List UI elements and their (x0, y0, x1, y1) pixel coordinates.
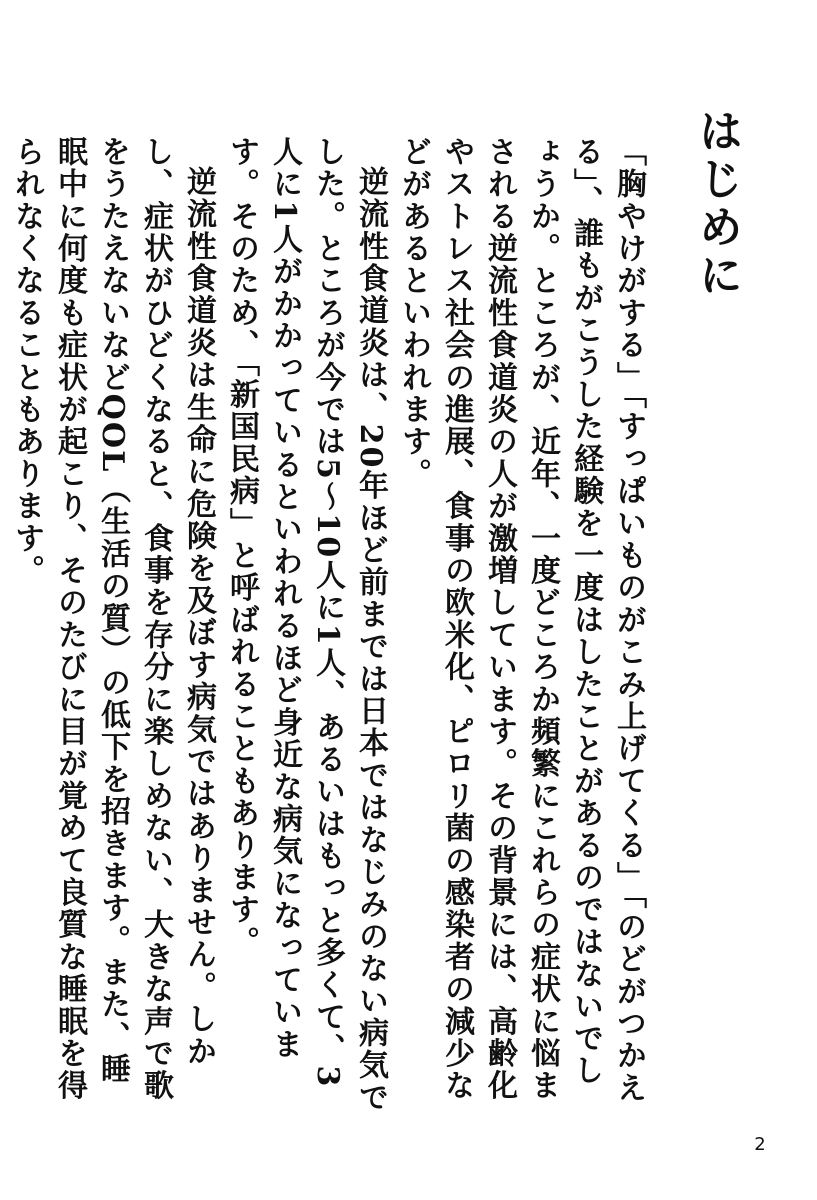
body-text (9, 136, 650, 1116)
paragraph-3: 逆流性食道炎は生命に危険を及ぼす病気ではありません。しかし、症状がひどくなると、食事を存分に楽しめない、大きな声で歌をうたえないなどQOL（生活の質）の低下を招きます。また、睡眠中に何度も症状が起こり、そのたびに目が覚めて良質な睡眠を得られなくなることもあります。 (9, 136, 216, 1102)
paragraph-1: 「胸やけがする」「すっぱいものがこみ上げてくる」「のどがつかえる」、誰もがこうした経験を一度はしたことがあるのではないでしょうか。ところが、近年、一度どころか頻繁にこれらの症状に悩まされる逆流性食道炎の人が激増しています。その背景には、高齢化やストレス社会の進展、食事の欧米化、ピロリ菌の感染者の減少などがあるといわれます。 (396, 136, 646, 1105)
page-number: 2 (754, 1134, 766, 1155)
page-title: はじめに (691, 108, 742, 300)
paragraph-2: 逆流性食道炎は、20年ほど前までは日本ではなじみのない病気でした。ところが今では5～10人に1人、あるいはもっと多くて、3人に1人がかかっているといわれるほど身近な病気になっています。そのため、「新国民病」と呼ばれることもあります。 (224, 136, 388, 1114)
